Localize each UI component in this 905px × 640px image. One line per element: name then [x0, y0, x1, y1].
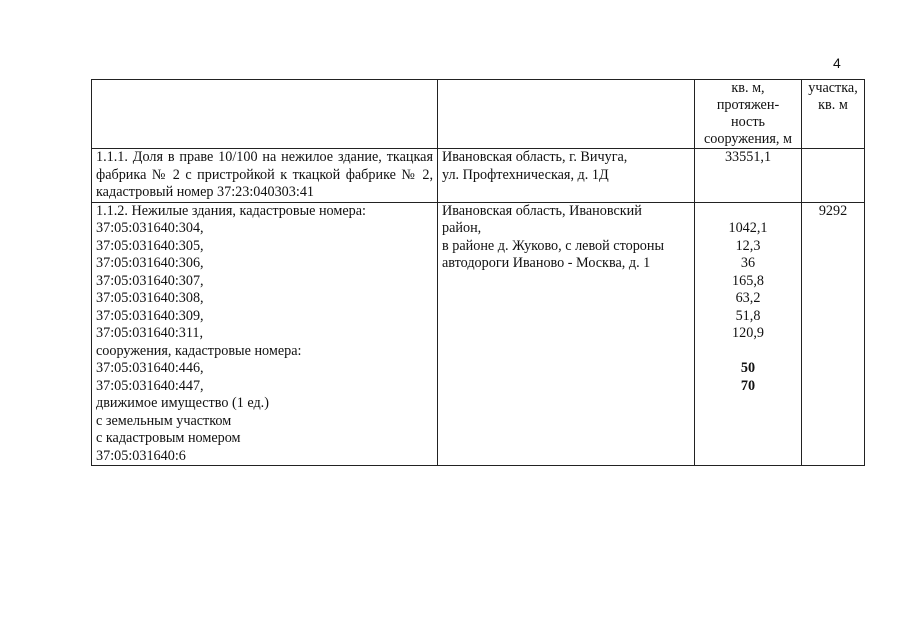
- area-spacer: [699, 203, 797, 221]
- header-cell-address: [438, 80, 695, 149]
- description-line: 37:05:031640:309,: [96, 307, 204, 324]
- area-value: 70: [740, 377, 756, 394]
- page-number: 4: [833, 55, 841, 71]
- area-value: 165,8: [732, 272, 764, 289]
- description-line: движимое имущество (1 ед.): [96, 395, 269, 411]
- address-line: район,: [442, 220, 482, 236]
- row-description: [92, 202, 438, 466]
- description-line: 37:05:031640:306,: [96, 255, 204, 271]
- description-line: 37:05:031640:446,: [96, 360, 204, 376]
- description-line: 37:05:031640:447,: [96, 377, 204, 394]
- header-area-line: кв. м,: [731, 80, 765, 96]
- description-line: 37:05:031640:308,: [96, 290, 204, 306]
- area-value: 1042,1: [728, 220, 768, 236]
- description-line: 37:05:031640:307,: [96, 272, 204, 289]
- row-area: [695, 149, 802, 203]
- area-value: 51,8: [735, 307, 761, 324]
- header-area-line: протяжен-: [716, 97, 780, 113]
- description-line: 37:05:031640:6: [96, 447, 186, 464]
- area-value: 33551,1: [724, 149, 772, 165]
- header-land-line: кв. м: [818, 97, 848, 113]
- area-value: 12,3: [735, 237, 761, 254]
- address-line: автодороги Иваново - Москва, д. 1: [442, 255, 651, 271]
- description-line: с земельным участком: [96, 412, 232, 429]
- header-land-line: участка,: [808, 80, 858, 96]
- area-spacer: [699, 343, 797, 361]
- row-description: 1.1.1. Доля в праве 10/100 на нежилое здание, ткацкая фабрика № 2 с пристройкой к ткацкой фабрике № 2, кадастровый номер 37:23:040303:41: [92, 149, 438, 203]
- description-line: с кадастровым номером: [96, 430, 241, 446]
- description-line: 37:05:031640:305,: [96, 237, 204, 254]
- header-area-line: сооружения, м: [704, 131, 792, 147]
- address-line: Ивановская область, Ивановский: [442, 202, 642, 219]
- table-header-row: [92, 80, 865, 149]
- description-line: 37:05:031640:311,: [96, 325, 204, 341]
- table-row: [92, 202, 865, 466]
- area-value: 50: [740, 360, 756, 376]
- description-line: сооружения, кадастровые номера:: [96, 342, 302, 359]
- address-line: Ивановская область, г. Вичуга,: [442, 149, 628, 165]
- row-area: [695, 202, 802, 466]
- address-line: в районе д. Жуково, с левой стороны: [442, 237, 665, 254]
- header-area-line: ность: [730, 114, 765, 130]
- header-cell-land: [802, 80, 865, 149]
- area-value: 36: [740, 255, 756, 271]
- area-value: 120,9: [732, 325, 764, 341]
- row-address: [438, 149, 695, 203]
- header-cell-area: [695, 80, 802, 149]
- row-land: 9292: [802, 202, 865, 466]
- table-row: [92, 149, 865, 203]
- description-line: 1.1.2. Нежилые здания, кадастровые номера:: [96, 202, 366, 219]
- description-line: 37:05:031640:304,: [96, 220, 204, 236]
- property-table: [91, 79, 865, 466]
- row-land: [802, 149, 865, 203]
- address-line: ул. Профтехническая, д. 1Д: [442, 166, 609, 183]
- area-value: 63,2: [735, 290, 761, 306]
- row-address: [438, 202, 695, 466]
- header-cell-description: [92, 80, 438, 149]
